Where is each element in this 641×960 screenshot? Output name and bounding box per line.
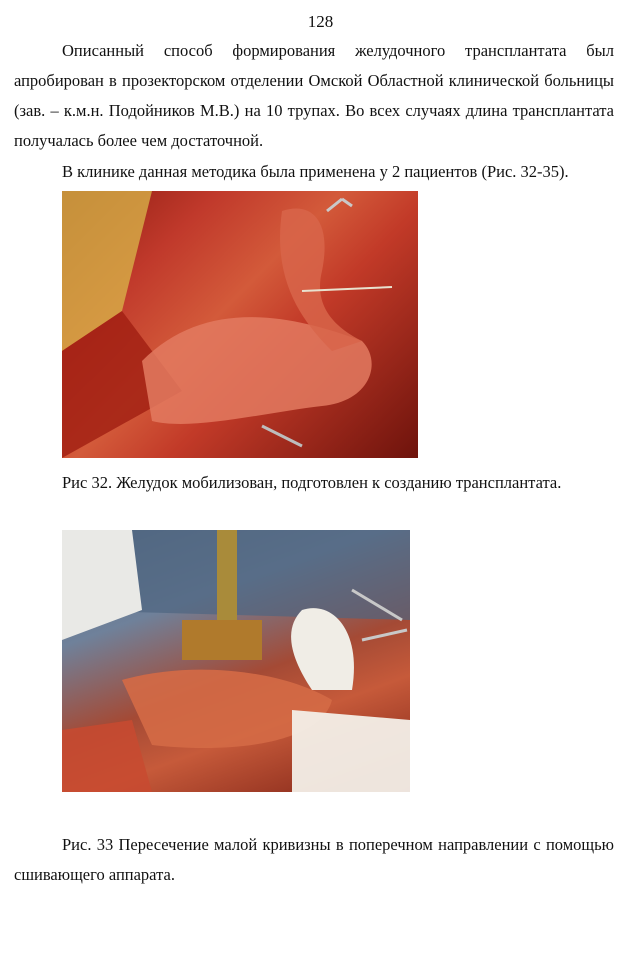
stapler-resection-illustration xyxy=(62,530,410,792)
figure-33-caption: Рис. 33 Пересечение малой кривизны в поперечном направлении с помощью сшивающего аппарата. xyxy=(14,835,614,884)
figure-33-photo xyxy=(62,530,410,792)
figure-32-caption: Рис 32. Желудок мобилизован, подготовлен к созданию трансплантата. xyxy=(62,473,562,492)
figure-32-photo xyxy=(62,191,418,458)
page-number: 128 xyxy=(307,12,334,31)
paragraph-method-tested: Описанный способ формирования желудочного трансплантата был апробирован в прозекторском отделении Омской Областной клинической больницы (зав. – к.м.н. Подойников М.В.) на 10 трупах. Во всех случаях длина трансплантата получалась более чем достаточной. xyxy=(14,41,614,150)
stomach-mobilized-illustration xyxy=(62,191,418,458)
paragraph-clinic-application: В клинике данная методика была применена у 2 пациентов (Рис. 32-35). xyxy=(62,162,569,181)
